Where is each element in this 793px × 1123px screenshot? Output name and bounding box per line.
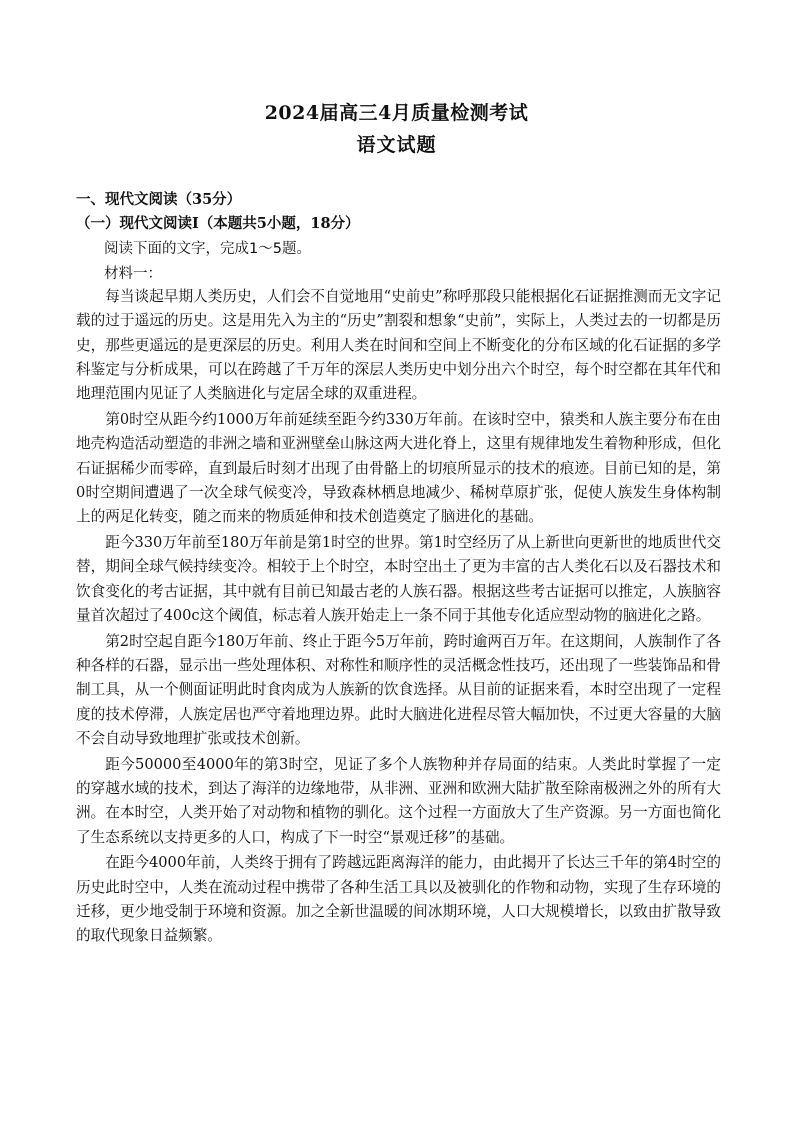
exam-title: 2024届高三4月质量检测考试 [264,102,529,124]
paragraph: 第0时空从距今约1000万年前延续至距今约330万年前。在该时空中，猿类和人族主要分布在由地壳构造活动塑造的非洲之墙和亚洲壁垒山脉这两大进化脊上，这里有规律地发生着物种形成，但化石证据稀少而零碎，直到最后时刻才出现了由骨骼上的切痕所显示的技术的痕迹。目前已知的是，第0时空期间遭遇了一次全球气候变冷，导致森林栖息地减少、稀树草原扩张，促使人族发生身体构制上的两足化转变，随之而来的物质延伸和技术创造奠定了脑进化的基础。 [76,410,721,526]
paragraph: 距今50000至4000年的第3时空，见证了多个人族物种并存局面的结束。人类此时掌握了一定的穿越水域的技术，到达了海洋的边缘地带，从非洲、亚洲和欧洲大陆扩散至除南极洲之外的所有大洲。在本时空，人类开始了对动物和植物的驯化。这个过程一方面放大了生产资源。另一方面也简化了生态系统以支持更多的人口，构成了下一时空“景观迁移”的基础。 [76,755,721,846]
section-heading: 一、现代文阅读（35分） [76,191,242,208]
reading-instruction: 阅读下面的文字，完成1～5题。 [104,241,311,257]
paragraph: 在距今4000年前，人类终于拥有了跨越远距离海洋的能力，由此揭开了长达三千年的第4时空的历史此时空中，人类在流动过程中携带了各种生活工具以及被驯化的作物和动物，实现了生存环境的迁移，更少地受制于环境和资源。加之全新世温暖的间冰期环境，人口大规模增长，以致由扩散导致的取代现象日益频繁。 [76,854,721,945]
paragraph: 第2时空起自距今180万年前、终止于距今5万年前，跨时逾两百万年。在这期间，人族制作了各种各样的石器，显示出一些处理体积、对称性和顺序性的灵活概念性技巧，还出现了一些装饰品和骨制工具，从一个侧面证明此时食肉成为人族新的饮食选择。从目前的证据来看，本时空出现了一定程度的技术停滞，人族定居也严守着地理边界。此时大脑进化进程尽管大幅加快，不过更大容量的大脑不会自动导致地理扩张或技术创新。 [76,632,721,747]
exam-subject-title: 语文试题 [356,134,437,156]
subsection-heading: （一）现代文阅读Ⅰ（本题共5小题，18分） [76,215,360,232]
material-label: 材料一： [104,266,162,282]
paragraph: 每当谈起早期人类历史，人们会不自觉地用“史前史”称呼那段只能根据化石证据推测而无文字记载的过于遥远的历史。这是用先入为主的“历史”割裂和想象“史前”，实际上，人类过去的一切都是历史，那些更遥远的是更深层的历史。利用人类在时间和空间上不断变化的分布区域的化石证据的多学科鉴定与分析成果，可以在跨越了千万年的深层人类历史中划分出六个时空，每个时空都在其年代和地理范围内见证了人类脑进化与定居全球的双重进程。 [76,288,721,403]
paragraph: 距今330万年前至180万年前是第1时空的世界。第1时空经历了从上新世向更新世的地质世代交替，期间全球气候持续变冷。相较于上个时空，本时空出土了更为丰富的古人类化石以及石器技术和饮食变化的考古证据，其中就有目前已知最古老的人族石器。根据这些考古证据可以推定，人族脑容量首次超过了400c这个阈值，标志着人族开始走上一条不同于其他专化适应型动物的脑进化之路。 [76,533,721,624]
material-body [76,285,721,950]
